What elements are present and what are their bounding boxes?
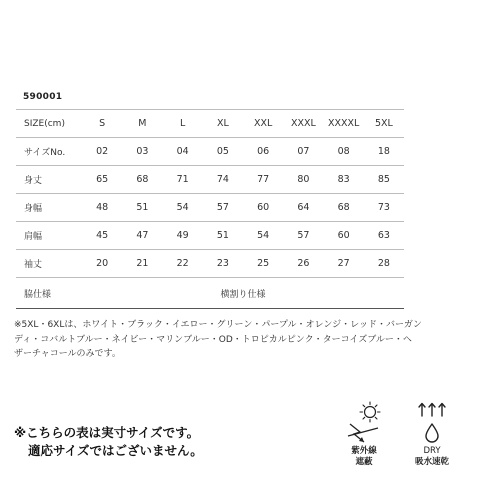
note-line: ディ・コバルトブルー・ネイビー・マリンブルー・OD・トロピカルピンク・ターコイズブルー・ヘ — [14, 334, 412, 345]
dry-arrows-drop-icon — [412, 400, 452, 444]
size-col-header: XXXL — [283, 110, 323, 138]
measurement-disclaimer — [14, 424, 203, 460]
uv-label-2: 遮蔽 — [355, 457, 373, 467]
size-header-row — [16, 110, 404, 138]
table-cell: 02 — [82, 138, 122, 166]
table-cell: 03 — [122, 138, 162, 166]
table-cell: 20 — [82, 250, 122, 278]
uv-label-1: 紫外線 — [351, 446, 377, 456]
table-cell: 49 — [163, 222, 203, 250]
table-footer-row — [16, 278, 404, 309]
table-cell: 68 — [122, 166, 162, 194]
color-availability-note — [14, 318, 454, 362]
table-cell: 80 — [283, 166, 323, 194]
uv-feature — [336, 400, 392, 468]
table-cell: 63 — [364, 222, 404, 250]
table-cell: 06 — [243, 138, 283, 166]
table-cell: 60 — [243, 194, 283, 222]
table-row — [16, 138, 404, 166]
table-cell: 57 — [203, 194, 243, 222]
note-line: ※5XL・6XLは、ホワイト・ブラック・イエロー・グリーン・パープル・オレンジ・レッド・バーガン — [14, 320, 422, 330]
table-cell: 54 — [163, 194, 203, 222]
disclaimer-line-1: ※こちらの表は実寸サイズです。 — [14, 425, 200, 440]
table-cell: 64 — [283, 194, 323, 222]
dry-label-1: DRY — [423, 446, 441, 456]
table-cell: 74 — [203, 166, 243, 194]
table-cell: 83 — [324, 166, 364, 194]
note-line: ザーチャコールのみです。 — [14, 349, 121, 359]
disclaimer-line-2: 適応サイズではございません。 — [28, 443, 203, 458]
table-cell: 18 — [364, 138, 404, 166]
dry-label-2: 吸水速乾 — [414, 457, 449, 467]
product-code: 590001 — [23, 92, 63, 102]
table-cell: 27 — [324, 250, 364, 278]
size-col-header: M — [122, 110, 162, 138]
table-cell: 60 — [324, 222, 364, 250]
dry-feature — [404, 400, 460, 468]
row-label: サイズNo. — [16, 138, 82, 166]
table-cell: 28 — [364, 250, 404, 278]
footer-label: 脇仕様 — [16, 278, 82, 309]
size-col-header: XXXXL — [324, 110, 364, 138]
table-cell: 71 — [163, 166, 203, 194]
table-cell: 73 — [364, 194, 404, 222]
sun-uv-icon — [344, 400, 384, 444]
table-row — [16, 166, 404, 194]
row-label: 身丈 — [16, 166, 82, 194]
size-col-header: XXL — [243, 110, 283, 138]
table-cell: 05 — [203, 138, 243, 166]
table-cell: 65 — [82, 166, 122, 194]
table-cell: 54 — [243, 222, 283, 250]
table-cell: 21 — [122, 250, 162, 278]
table-cell: 25 — [243, 250, 283, 278]
size-table — [16, 109, 404, 309]
table-cell: 23 — [203, 250, 243, 278]
table-cell: 04 — [163, 138, 203, 166]
table-cell: 45 — [82, 222, 122, 250]
table-cell: 51 — [122, 194, 162, 222]
size-header-label: SIZE(cm) — [16, 110, 82, 138]
table-cell: 85 — [364, 166, 404, 194]
table-cell: 47 — [122, 222, 162, 250]
table-cell: 48 — [82, 194, 122, 222]
table-cell: 22 — [163, 250, 203, 278]
table-cell: 08 — [324, 138, 364, 166]
size-col-header: L — [163, 110, 203, 138]
table-cell: 77 — [243, 166, 283, 194]
row-label: 袖丈 — [16, 250, 82, 278]
size-col-header: S — [82, 110, 122, 138]
table-row — [16, 250, 404, 278]
size-col-header: XL — [203, 110, 243, 138]
footer-value: 横割り仕様 — [82, 278, 404, 309]
table-cell: 26 — [283, 250, 323, 278]
table-cell: 07 — [283, 138, 323, 166]
table-row — [16, 222, 404, 250]
table-cell: 51 — [203, 222, 243, 250]
table-cell: 57 — [283, 222, 323, 250]
table-row — [16, 194, 404, 222]
row-label: 肩幅 — [16, 222, 82, 250]
size-col-header: 5XL — [364, 110, 404, 138]
table-cell: 68 — [324, 194, 364, 222]
row-label: 身幅 — [16, 194, 82, 222]
